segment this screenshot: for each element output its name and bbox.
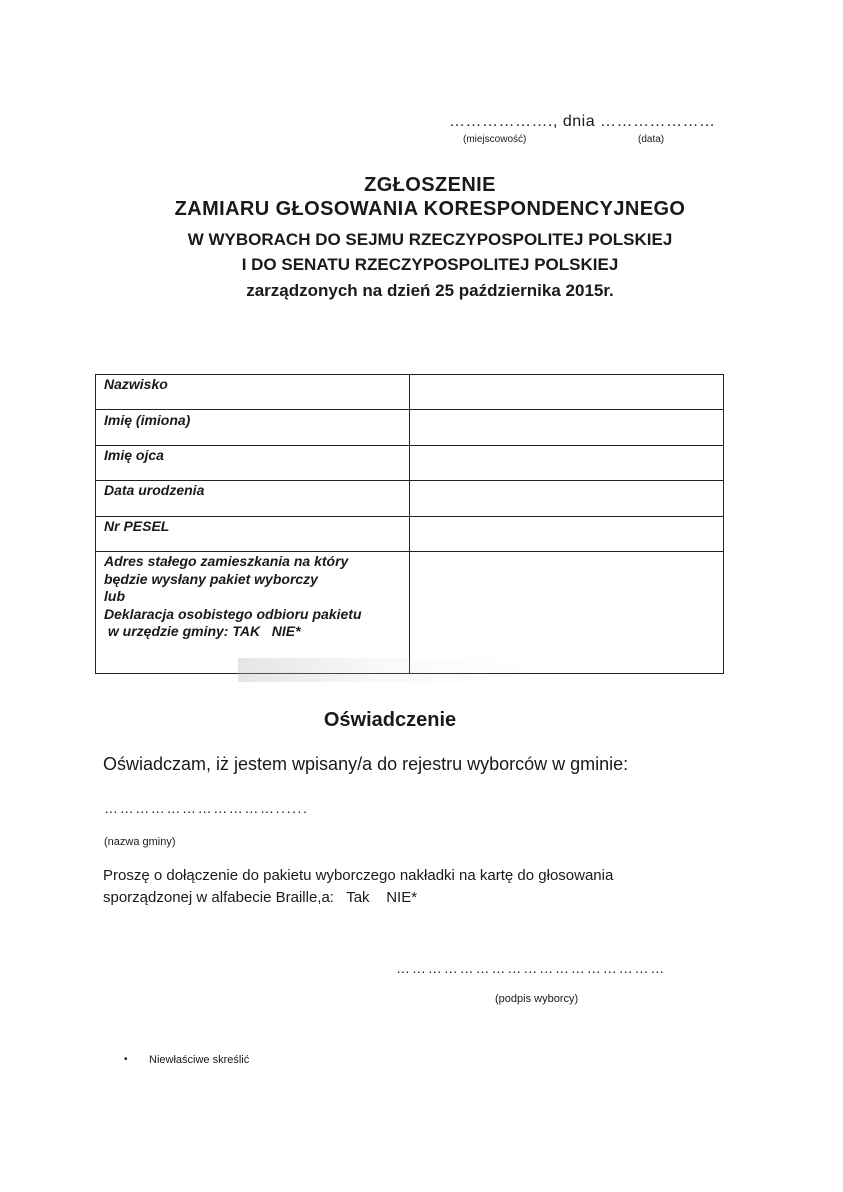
label-first-names: Imię (imiona) bbox=[104, 412, 191, 428]
label-birth-date: Data urodzenia bbox=[104, 482, 205, 498]
signature-caption: (podpis wyborcy) bbox=[495, 993, 579, 1005]
election-line-sejm: W WYBORACH DO SEJMU RZECZYPOSPOLITEJ POLSKIEJ bbox=[187, 230, 673, 249]
label-pesel: Nr PESEL bbox=[104, 518, 170, 534]
label-address-line3: lub bbox=[104, 588, 125, 604]
label-surname: Nazwisko bbox=[104, 376, 168, 392]
label-address-line1: Adres stałego zamieszkania na który bbox=[104, 553, 349, 569]
document-title: ZGŁOSZENIE bbox=[364, 174, 496, 196]
table-row-divider bbox=[95, 480, 724, 481]
table-row-divider bbox=[95, 516, 724, 517]
footnote-bullet: • bbox=[124, 1054, 128, 1065]
signature-field[interactable]: …………………………………………… bbox=[396, 960, 667, 976]
braille-request-line1: Proszę o dołączenie do pakietu wyborczego nakładki na kartę do głosowania bbox=[103, 867, 614, 884]
label-address-line5: w urzędzie gminy: TAK NIE* bbox=[104, 623, 301, 639]
footnote-text: Niewłaściwe skreślić bbox=[149, 1054, 250, 1066]
table-row-divider bbox=[95, 409, 724, 410]
election-line-senat: I DO SENATU RZECZYPOSPOLITEJ POLSKIEJ bbox=[241, 255, 619, 274]
braille-request bbox=[103, 865, 613, 909]
date-caption: (data) bbox=[638, 134, 665, 145]
label-address-line4: Deklaracja osobistego odbioru pakietu bbox=[104, 605, 362, 622]
braille-request-line2: sporządzonej w alfabecie Braille,a: Tak NIE* bbox=[103, 889, 418, 906]
label-address-line2: będzie wysłany pakiet wyborczy bbox=[104, 570, 318, 587]
statement-text: Oświadczam, iż jestem wpisany/a do rejestru wyborców w gminie: bbox=[103, 754, 629, 774]
gmina-field[interactable]: ……………………………...... bbox=[104, 800, 309, 816]
gmina-caption: (nazwa gminy) bbox=[104, 836, 176, 848]
statement-heading: Oświadczenie bbox=[323, 709, 457, 731]
election-date-line: zarządzonych na dzień 25 października 2015r. bbox=[246, 281, 614, 300]
table-row-divider bbox=[95, 445, 724, 446]
place-caption: (miejscowość) bbox=[463, 134, 527, 145]
place-date-line: ………………., dnia ………………… bbox=[449, 113, 716, 130]
document-subtitle: ZAMIARU GŁOSOWANIA KORESPONDENCYJNEGO bbox=[174, 198, 686, 220]
table-column-divider bbox=[409, 374, 410, 674]
table-row-divider bbox=[95, 551, 724, 552]
scan-smudge bbox=[238, 658, 538, 682]
label-father-name: Imię ojca bbox=[104, 447, 164, 463]
